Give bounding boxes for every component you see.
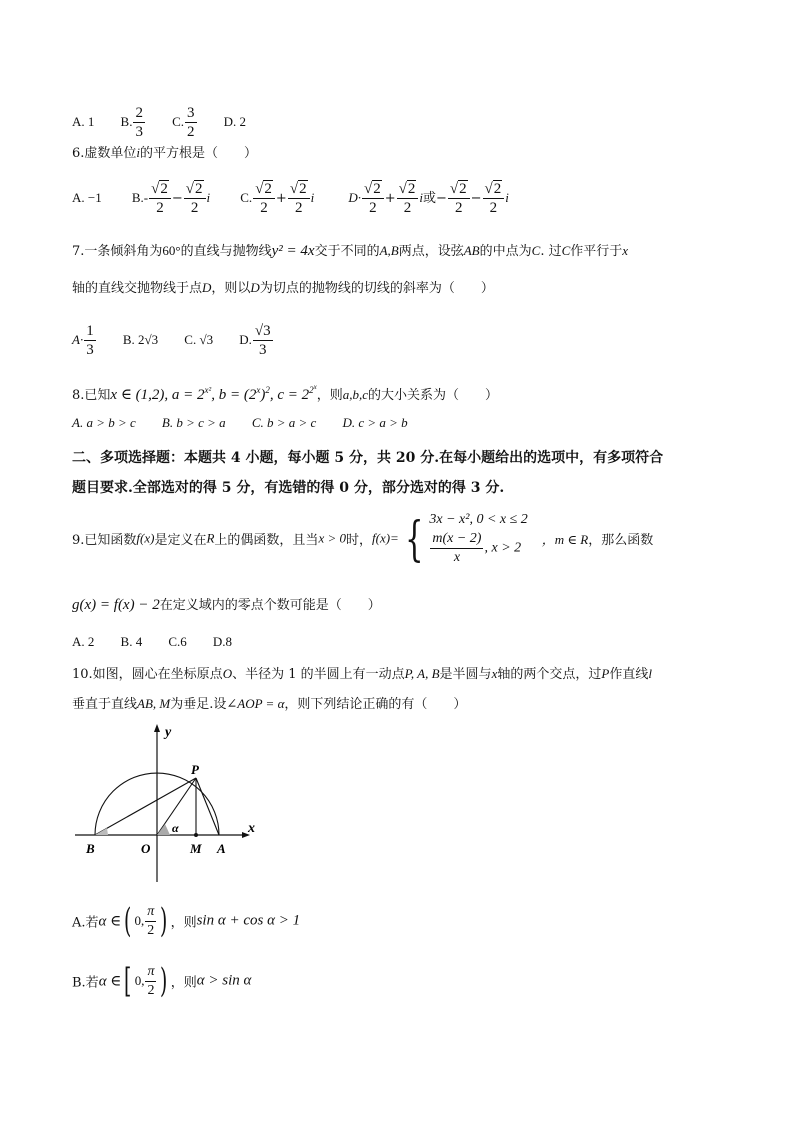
label-b: B — [86, 841, 95, 856]
label-m: M — [190, 841, 202, 856]
q7-stem-line1: 7.一条倾斜角为60°的直线与抛物线y² = 4x交于不同的A,B两点，设弦AB的中点为C. 过C作平行于x — [72, 243, 629, 259]
q9-stem-line2: g(x) = f(x) − 2在定义域内的零点个数可能是（ ） — [72, 597, 381, 613]
q9-piecewise: 3x − x², 0 < x ≤ 2 $\frac{m(x - 2)}{x}$ , x > 2 — [429, 512, 528, 565]
q10-stem-line2: 垂直于直线AB, M为垂足.设∠AOP = α，则下列结论正确的有（ ） — [72, 696, 467, 712]
q10-option-a: A.若α ∈( 0, $\frac{\pi}{2}$ ) ，则sin α + cos α > 1 — [72, 901, 301, 941]
q7-option-d: D. $\frac{√3}{3}$ — [239, 323, 271, 358]
q8-stem: 8.已知x ∈ (1,2), $a = 2^{x^2}$, $b = (2^x)^2$, $c = 2^{2^x}$，则a,b,c的大小关系为（ ） — [72, 383, 499, 403]
q9-option-a: A. 2 — [72, 634, 95, 649]
q10-figure — [70, 722, 270, 886]
q5-options — [72, 104, 268, 141]
q9-option-b: B. 4 — [120, 634, 143, 649]
segment-pa — [196, 778, 219, 835]
q8-options — [72, 412, 430, 435]
label-x: x — [248, 821, 255, 836]
label-a: A — [217, 841, 226, 856]
q8-option-b: B. b > c > a — [161, 415, 226, 430]
q9-brace: { — [404, 510, 424, 567]
q5-option-d: D. 2 — [223, 114, 247, 129]
q7-option-a: A· $\frac{1}{3}$ — [72, 323, 94, 358]
section2-heading-line1: 二、多项选择题：本题共 4 小题，每小题 5 分，共 20 分.在每小题给出的选项中，有多项符合 — [72, 450, 664, 466]
y-axis-arrow — [154, 724, 160, 732]
q9-option-d: D.8 — [212, 634, 233, 649]
q5-option-c: C. $\frac{3}{2}$ — [172, 105, 195, 140]
q7-options — [72, 322, 296, 359]
q8-option-a: A. a > b > c — [72, 415, 136, 430]
q6-option-a: A. −1 — [72, 190, 102, 205]
label-o: O — [141, 841, 151, 856]
q7-stem-line2: 轴的直线交抛物线于点D，则以D为切点的抛物线的切线的斜率为（ ） — [72, 280, 494, 296]
q6-option-b: B.- $\frac{√2}{2}$ − $\frac{√2}{2}$ i — [131, 181, 211, 216]
q10-stem-line1: 10.如图，圆心在坐标原点O、半径为 1 的半圆上有一动点P, A, B是半圆与x轴的两个交点，过P作直线l — [72, 666, 652, 682]
q6-options — [72, 180, 531, 217]
q9-stem-line1: 9.已知函数f(x)是定义在R上的偶函数，且当x > 0时，f(x)= { 3x − x², 0 < x ≤ 2 $\frac{m(x - 2)}{x}$ , x > 2 ，m ∈ R，那么函数 — [72, 510, 654, 567]
segment-bp — [95, 778, 196, 835]
q5-option-b: B. $\frac{2}{3}$ — [120, 105, 143, 140]
q6-stem: 6.虚数单位i的平方根是（ ） — [72, 145, 258, 161]
label-alpha: α — [172, 821, 179, 835]
q8-option-c: C. b > a > c — [251, 415, 317, 430]
label-p: P — [191, 762, 199, 777]
q7-option-b: B. 2√3 — [122, 332, 159, 347]
q9-option-c: C.6 — [168, 634, 187, 649]
angle-mark-b — [95, 828, 108, 835]
q9-options — [72, 631, 254, 654]
point-m — [194, 833, 198, 837]
section2-heading-line2: 题目要求.全部选对的得 5 分，有选错的得 0 分，部分选对的得 3 分. — [72, 480, 505, 496]
label-y: y — [165, 725, 172, 740]
q10-option-b: B.若α ∈[ 0, $\frac{\pi}{2}$ ) ，则α > sin α — [72, 961, 252, 1001]
q7-option-c: C. √3 — [184, 332, 214, 347]
q5-option-a: A. 1 — [72, 114, 95, 129]
q6-option-d: D· $\frac{√2}{2}$ + $\frac{√2}{2}$ i或− $\frac{√2}{2}$ − $\frac{√2}{2}$ i — [348, 181, 509, 216]
q6-option-c: C. $\frac{√2}{2}$ + $\frac{√2}{2}$ i — [240, 181, 315, 216]
q8-option-d: D. c > a > b — [342, 415, 408, 430]
